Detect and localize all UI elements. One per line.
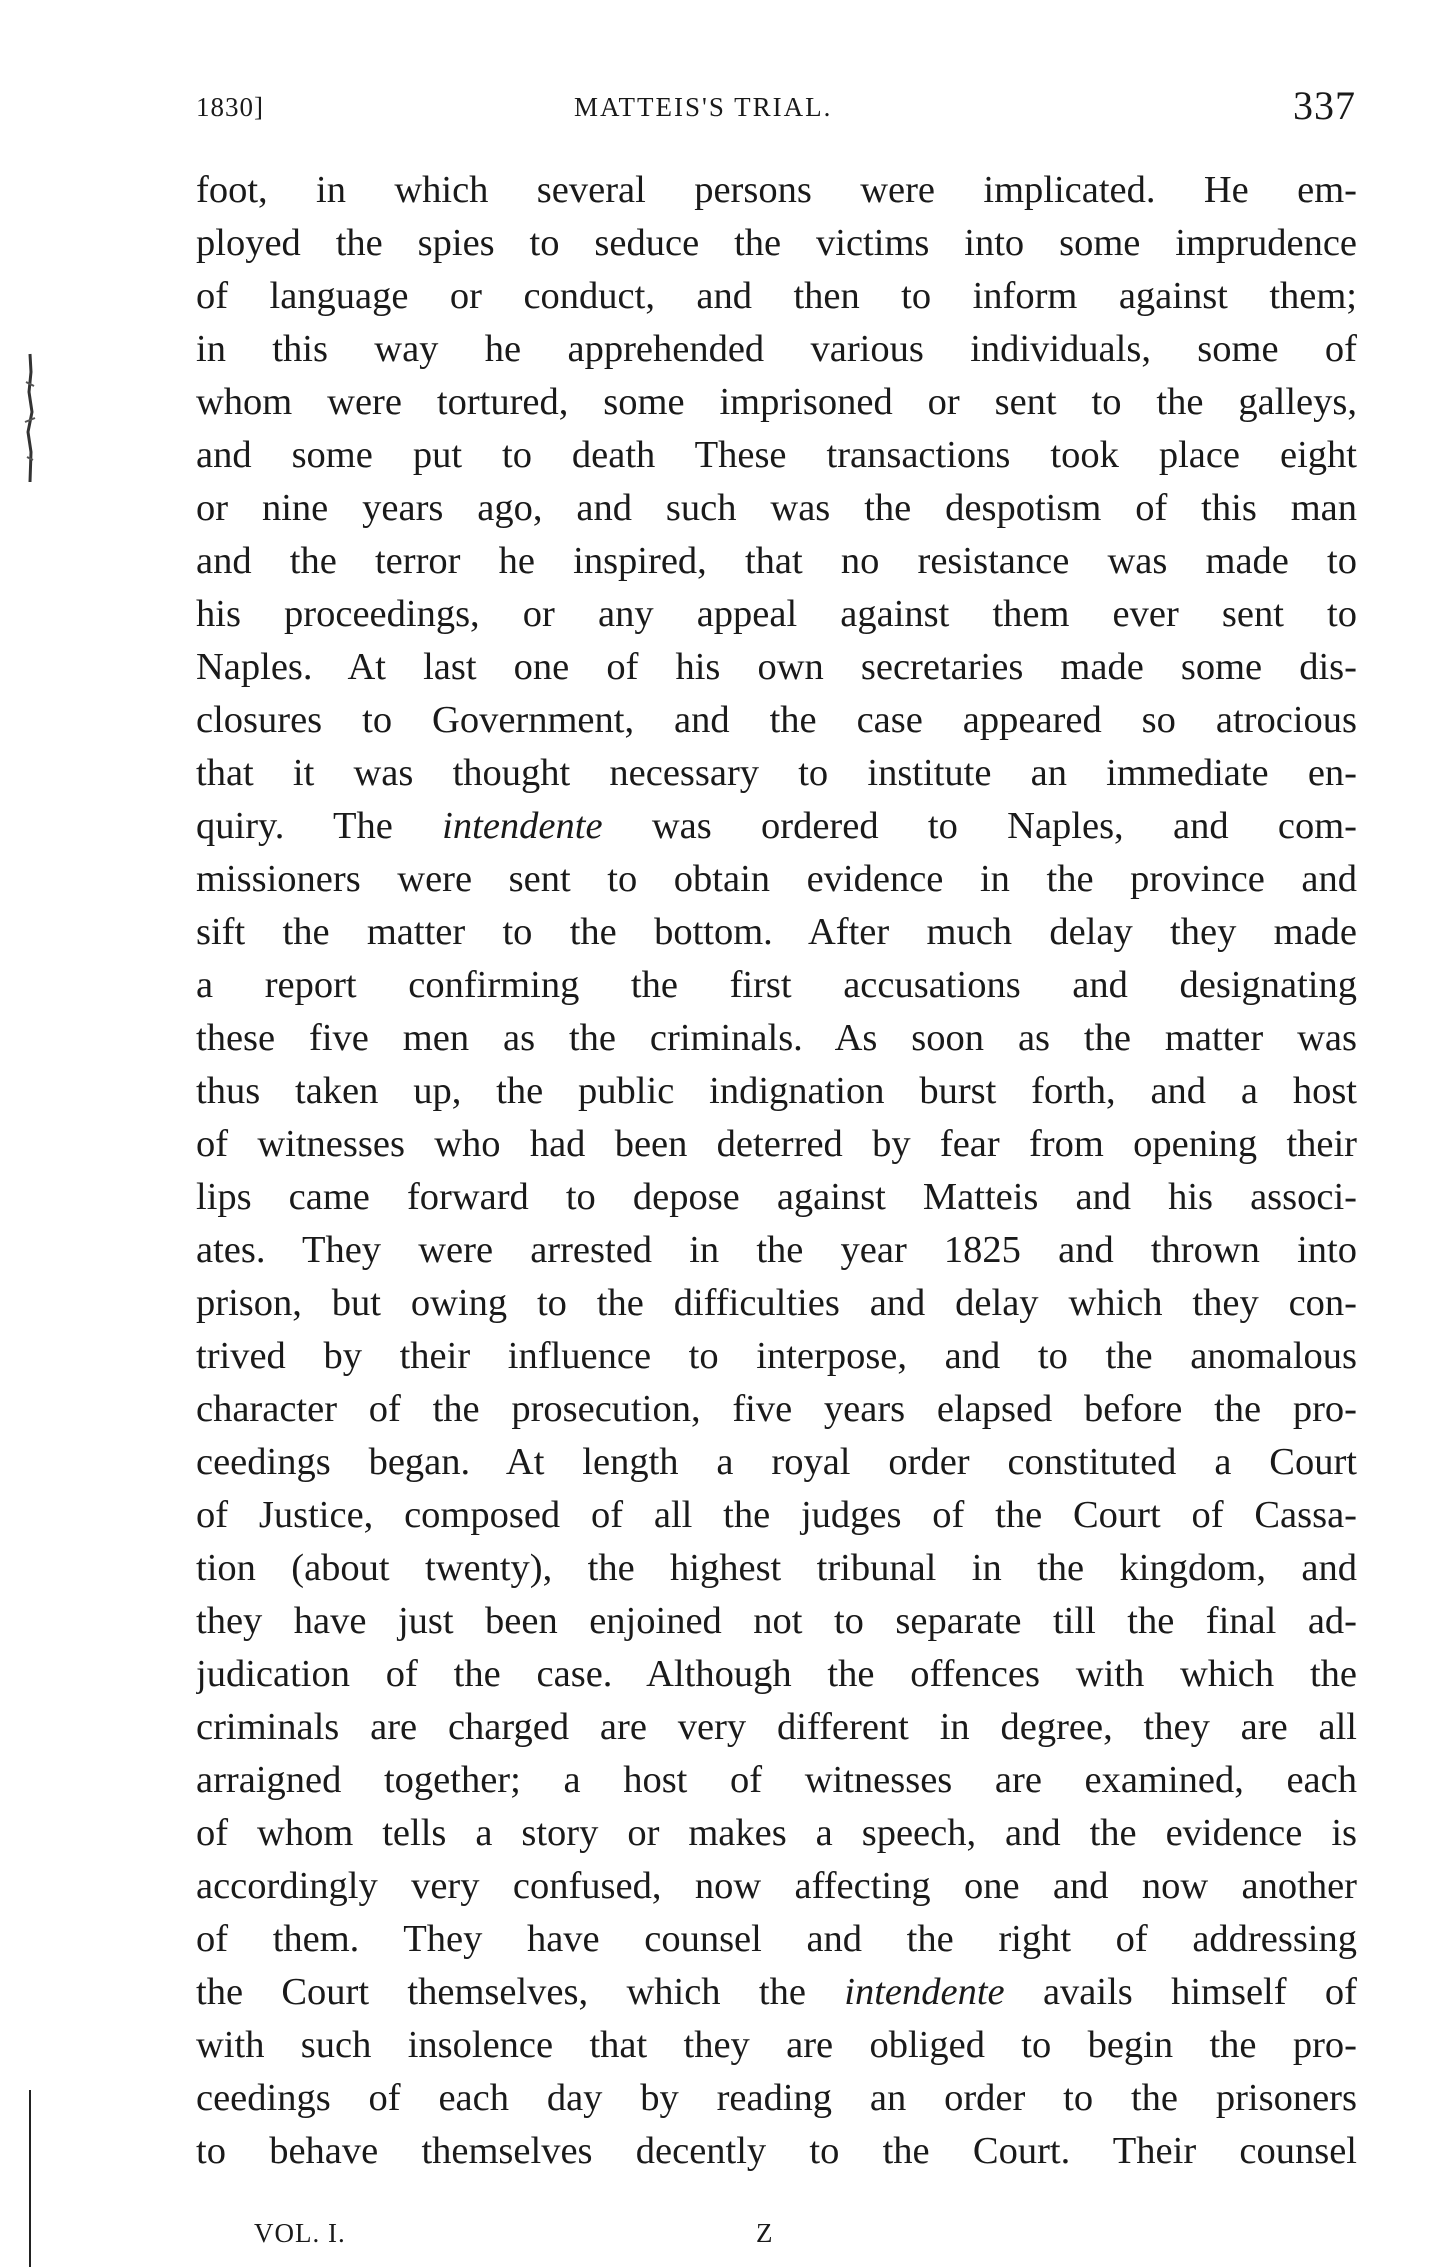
text-line: arraigned together; a host of witnesses are examined, each (196, 1759, 1357, 1801)
text-line: criminals are charged are very different in degree, they are all (196, 1706, 1357, 1748)
text-line: Naples. At last one of his own secretaries made some dis- (196, 646, 1357, 688)
text-line: and some put to death These transactions took place eight (196, 434, 1357, 476)
text-line: ates. They were arrested in the year 1825 and thrown into (196, 1229, 1357, 1271)
text-line: quiry. The intendente was ordered to Naples, and com- (196, 805, 1357, 847)
text-line: of whom tells a story or makes a speech, and the evidence is (196, 1812, 1357, 1854)
text-line: and the terror he inspired, that no resistance was made to (196, 540, 1357, 582)
page-footer (196, 2218, 1356, 2254)
text-line: whom were tortured, some imprisoned or sent to the galleys, (196, 381, 1357, 423)
signature-mark: VOL. I. (254, 2218, 346, 2248)
text-line: thus taken up, the public indignation burst forth, and a host (196, 1070, 1357, 1112)
text-line: prison, but owing to the difficulties and delay which they con- (196, 1282, 1357, 1324)
text-line: tion (about twenty), the highest tribunal in the kingdom, and (196, 1547, 1357, 1589)
text-line: of them. They have counsel and the right of addressing (196, 1918, 1357, 1960)
text-line: in this way he apprehended various individuals, some of (196, 328, 1357, 370)
gathering-mark: Z (756, 2218, 774, 2248)
italic-term: intendente (442, 805, 603, 847)
header-year: 1830] (196, 92, 264, 122)
page-number: 337 (1293, 83, 1356, 128)
text-line: lips came forward to depose against Matteis and his associ- (196, 1176, 1357, 1218)
text-line: that it was thought necessary to institute an immediate en- (196, 752, 1357, 794)
text-line: his proceedings, or any appeal against them ever sent to (196, 593, 1357, 635)
text-line: the Court themselves, which the intendente avails himself of (196, 1971, 1357, 2013)
body-text (196, 164, 1357, 2178)
text-line: ceedings began. At length a royal order constituted a Court (196, 1441, 1357, 1483)
text-line: to behave themselves decently to the Court. Their counsel (196, 2130, 1357, 2172)
text-line: of language or conduct, and then to inform against them; (196, 275, 1357, 317)
text-line: or nine years ago, and such was the despotism of this man (196, 487, 1357, 529)
italic-term: intendente (844, 1971, 1005, 2013)
text-line: a report confirming the first accusations and designating (196, 964, 1357, 1006)
text-line: trived by their influence to interpose, and to the anomalous (196, 1335, 1357, 1377)
text-line: judication of the case. Although the offences with which the (196, 1653, 1357, 1695)
text-line: character of the prosecution, five years elapsed before the pro- (196, 1388, 1357, 1430)
text-line: closures to Government, and the case appeared so atrocious (196, 699, 1357, 741)
text-line: accordingly very confused, now affecting one and now another (196, 1865, 1357, 1907)
text-line: foot, in which several persons were implicated. He em- (196, 169, 1357, 211)
text-line: of Justice, composed of all the judges of the Court of Cassa- (196, 1494, 1357, 1536)
page-edge-line (28, 2090, 32, 2267)
text-line: sift the matter to the bottom. After much delay they made (196, 911, 1357, 953)
text-line: ployed the spies to seduce the victims into some imprudence (196, 222, 1357, 264)
text-line: missioners were sent to obtain evidence in the province and (196, 858, 1357, 900)
running-head (196, 83, 1356, 128)
margin-ink-mark (22, 352, 38, 484)
text-line: they have just been enjoined not to separate till the final ad- (196, 1600, 1357, 1642)
text-line: with such insolence that they are obliged to begin the pro- (196, 2024, 1357, 2066)
text-line: ceedings of each day by reading an order to the prisoners (196, 2077, 1357, 2119)
text-line: these five men as the criminals. As soon as the matter was (196, 1017, 1357, 1059)
header-title: MATTEIS'S TRIAL. (574, 92, 833, 122)
text-line: of witnesses who had been deterred by fear from opening their (196, 1123, 1357, 1165)
